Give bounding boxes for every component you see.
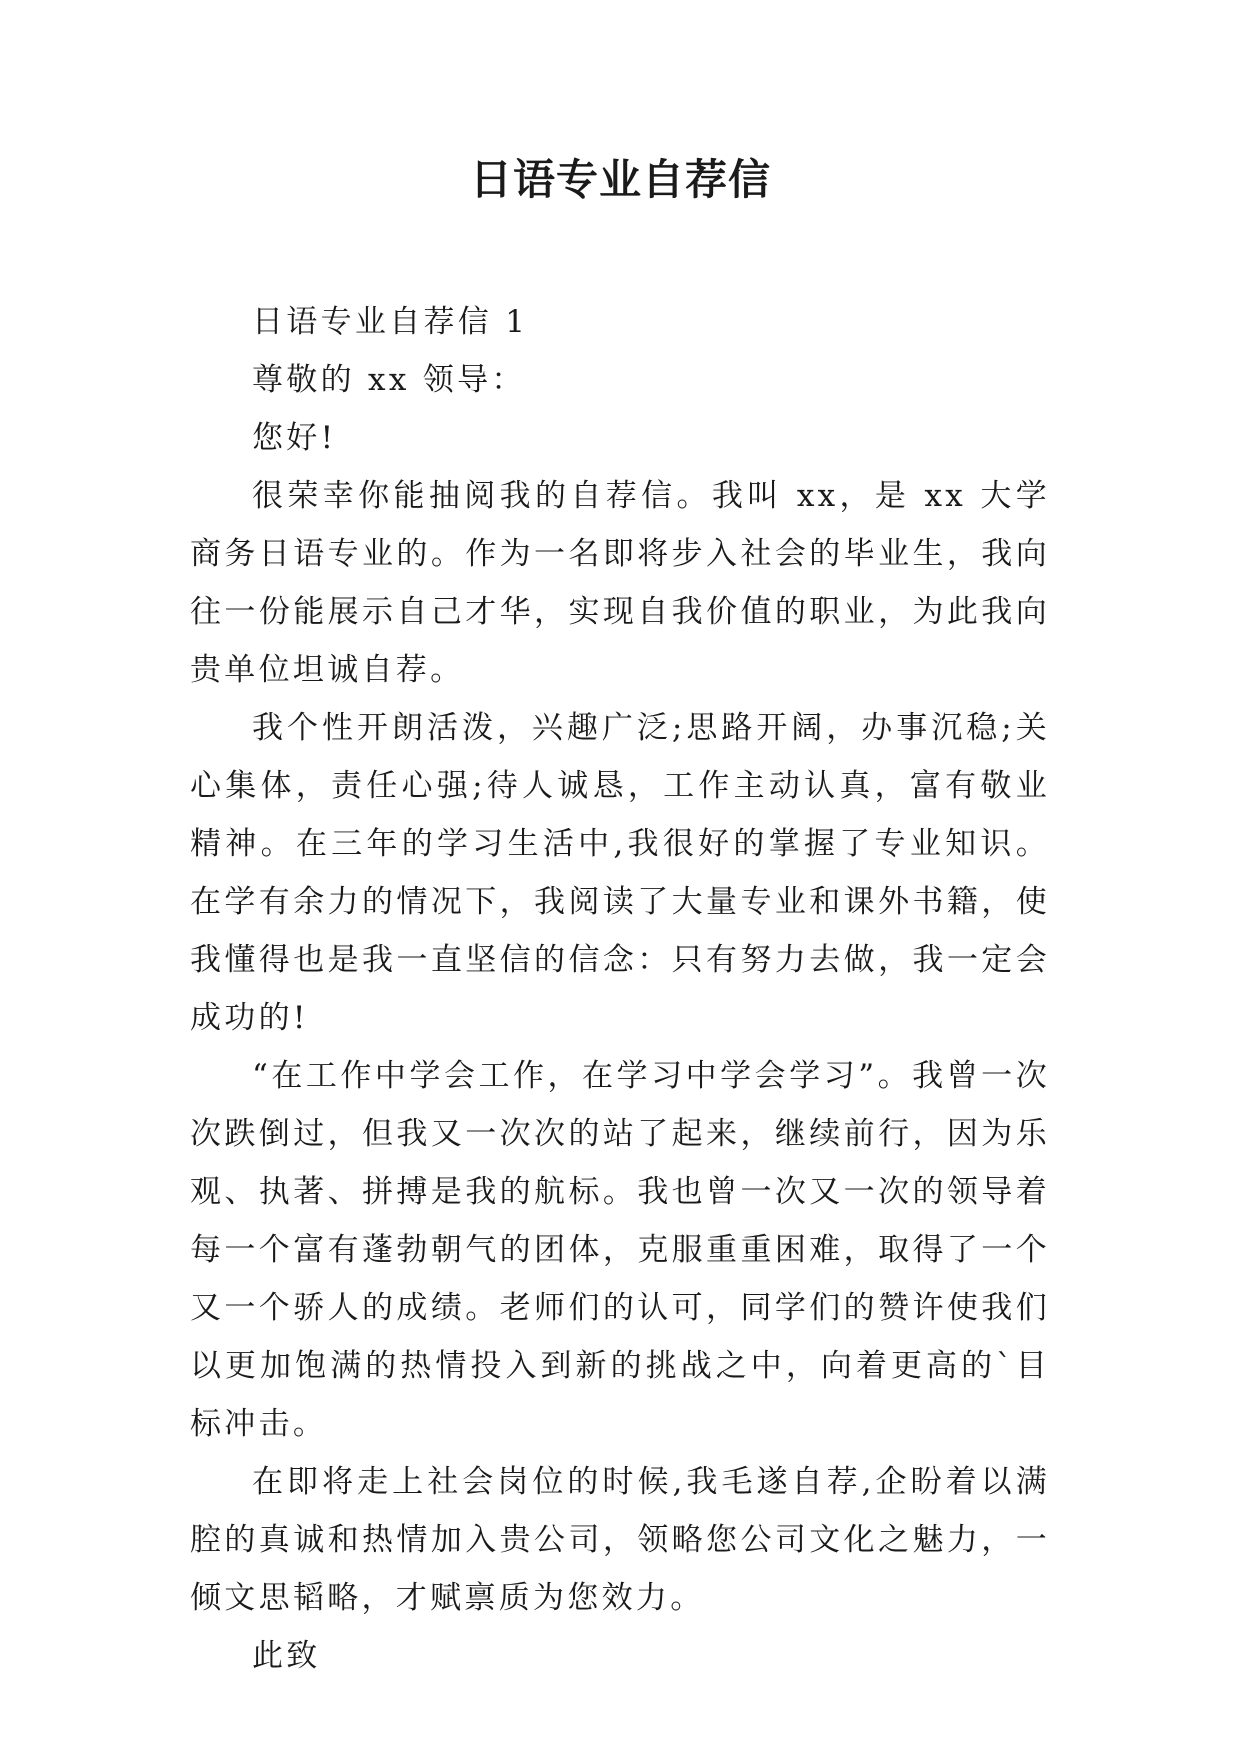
salutation: 尊敬的 xx 领导： [252,362,526,398]
document-body [190,293,1050,1685]
paragraph-personality: 我个性开朗活泼，兴趣广泛;思路开阔，办事沉稳;关心集体，责任心强;待人诚恳，工作主动认真，富有敬业精神。在三年的学习生活中,我很好的掌握了专业知识。在学有余力的情况下，我阅读了大量专业和课外书籍，使我懂得也是我一直坚信的信念：只有努力去做，我一定会成功的! [190,710,1050,1036]
closing-phrase: 此致 [252,1638,321,1674]
paragraph-closing: 在即将走上社会岗位的时候,我毛遂自荐,企盼着以满腔的真诚和热情加入贵公司，领略您公司文化之魅力，一倾文思韬略，才赋禀质为您效力。 [190,1464,1050,1616]
paragraph-introduction: 很荣幸你能抽阅我的自荐信。我叫 xx，是 xx 大学商务日语专业的。作为一名即将步入社会的毕业生，我向往一份能展示自己才华，实现自我价值的职业，为此我向贵单位坦诚自荐。 [190,478,1050,688]
document-title: 日语专业自荐信 [469,155,771,204]
greeting: 您好! [252,420,337,456]
paragraph-experience: “在工作中学会工作，在学习中学会学习”。我曾一次次跌倒过，但我又一次次的站了起来，继续前行，因为乐观、执著、拼搏是我的航标。我也曾一次又一次的领导着每一个富有蓬勃朝气的团体，克服重重困难，取得了一个又一个骄人的成绩。老师们的认可，同学们的赞许使我们以更加饱满的热情投入到新的挑战之中，向着更高的`目标冲击。 [190,1058,1050,1442]
letter-heading: 日语专业自荐信 1 [252,304,529,340]
